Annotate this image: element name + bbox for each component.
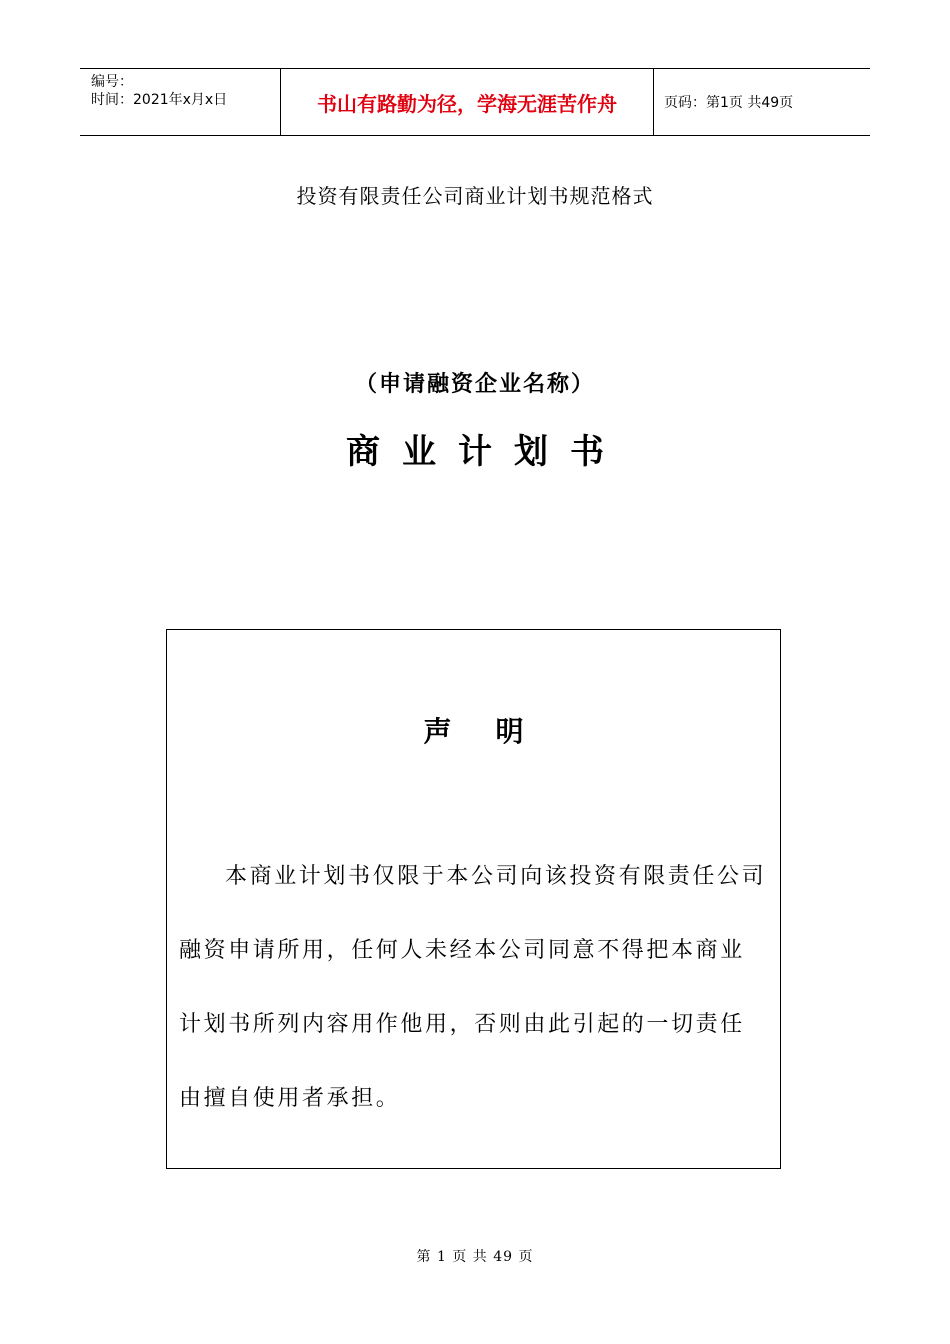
statement-body: 本商业计划书仅限于本公司向该投资有限责任公司融资申请所用，任何人未经本公司同意不得把本商业计划书所列内容用作他用，否则由此引起的一切责任由擅自使用者承担。 bbox=[179, 864, 767, 1111]
header-table bbox=[80, 68, 870, 136]
number-label: 编号： bbox=[91, 74, 133, 90]
header-page-cell bbox=[654, 69, 870, 135]
motto-text: 书山有路勤为径，学海无涯苦作舟 bbox=[317, 91, 617, 116]
page-info: 页码：第1页 共49页 bbox=[664, 95, 794, 111]
header-motto-cell bbox=[281, 69, 654, 135]
page-footer: 第 1 页 共 49 页 bbox=[416, 1249, 534, 1265]
document-title: 投资有限责任公司商业计划书规范格式 bbox=[296, 184, 654, 208]
header-meta-cell bbox=[80, 69, 281, 135]
company-name-placeholder: （申请融资企业名称） bbox=[354, 372, 595, 397]
statement-heading: 声明 bbox=[423, 715, 568, 748]
business-plan-title: 商业计划书 bbox=[346, 432, 626, 472]
statement-box bbox=[166, 629, 781, 1169]
time-label: 时间：2021年x月x日 bbox=[91, 92, 228, 108]
